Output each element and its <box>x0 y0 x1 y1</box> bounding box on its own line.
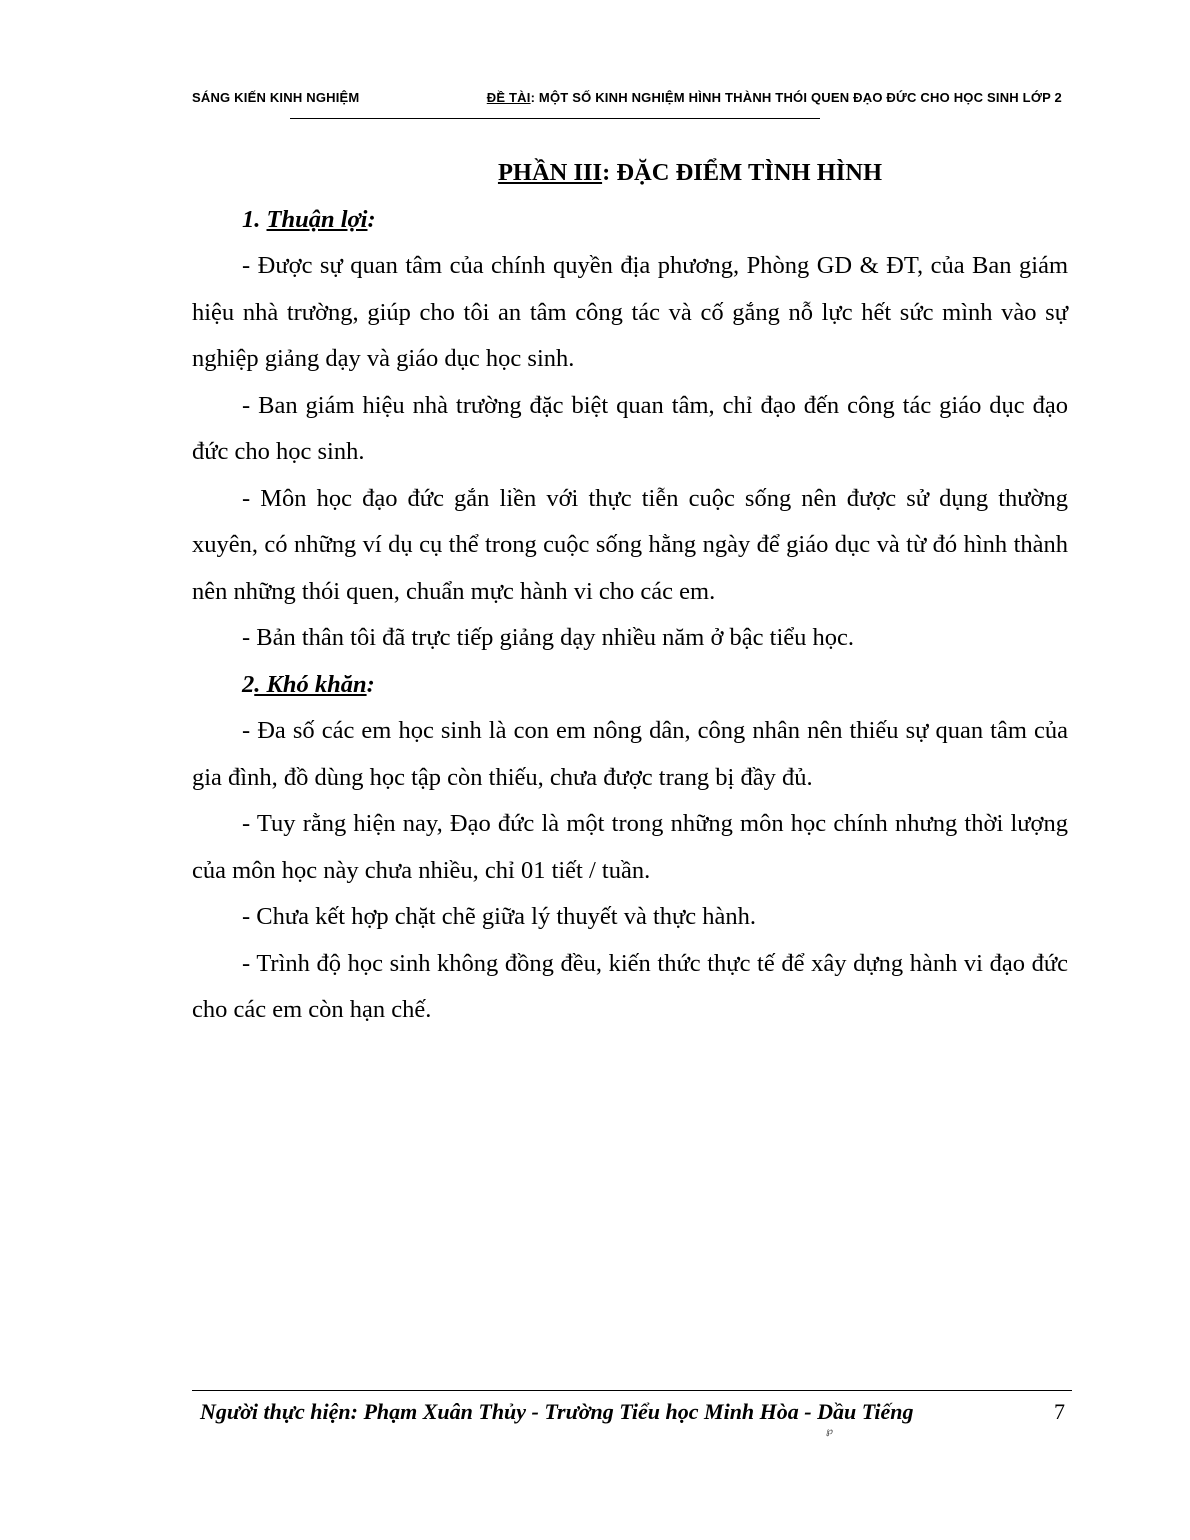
difficulty-item: - Tuy rằng hiện nay, Đạo đức là một trong những môn học chính nhưng thời lượng của môn học này chưa nhiều, chỉ 01 tiết / tuần. <box>192 810 1068 884</box>
header-topic-prefix: ĐỀ TÀI <box>486 90 531 105</box>
difficulties-number: 2 <box>242 670 255 698</box>
header-topic <box>487 90 1062 105</box>
document-body <box>192 150 1068 1034</box>
difficulty-item: - Đa số các em học sinh là con em nông dân, công nhân nên thiếu sự quan tâm của gia đình, đồ dùng học tập còn thiếu, chưa được trang bị đầy đủ. <box>192 717 1068 791</box>
difficulty-item: - Chưa kết hợp chặt chẽ giữa lý thuyết và thực hành. <box>242 903 757 930</box>
difficulty-item: - Trình độ học sinh không đồng đều, kiến thức thực tế để xây dựng hành vi đạo đức cho các em còn hạn chế. <box>192 949 1068 1023</box>
difficulties-heading-colon: : <box>366 670 375 698</box>
section-title <box>192 150 1068 197</box>
difficulties-heading-text: . Khó khăn <box>254 670 367 698</box>
section-title-prefix: PHẦN III <box>497 159 603 186</box>
page-number: 7 <box>1054 1399 1065 1424</box>
advantages-number: 1. <box>242 205 267 233</box>
header-topic-text: : MỘT SỐ KINH NGHIỆM HÌNH THÀNH THÓI QUEN ĐẠO ĐỨC CHO HỌC SINH LỚP 2 <box>530 90 1062 105</box>
difficulties-heading <box>192 662 1068 709</box>
footer-author: Người thực hiện: Phạm Xuân Thủy - Trường Tiểu học Minh Hòa - Dầu Tiếng <box>200 1399 914 1424</box>
page-header <box>192 90 1062 114</box>
header-label: SÁNG KIẾN KINH NGHIỆM <box>192 90 360 105</box>
footer-mark-icon: ℘ <box>826 1426 833 1437</box>
advantage-item: - Môn học đạo đức gắn liền với thực tiễn cuộc sống nên được sử dụng thường xuyên, có những ví dụ cụ thể trong cuộc sống hằng ngày để giáo dục và từ đó hình thành nên những thói quen, chuẩn mực hành vi cho các em. <box>192 484 1068 605</box>
advantage-item: - Ban giám hiệu nhà trường đặc biệt quan tâm, chỉ đạo đến công tác giáo dục đạo đức cho học sinh. <box>192 391 1068 465</box>
advantage-item: - Bản thân tôi đã trực tiếp giảng dạy nhiều năm ở bậc tiểu học. <box>242 624 855 651</box>
advantages-heading-colon: : <box>367 205 376 233</box>
footer-divider <box>192 1390 1072 1391</box>
advantages-heading-text: Thuận lợi <box>266 205 368 233</box>
section-title-text: : ĐẶC ĐIỂM TÌNH HÌNH <box>602 159 883 186</box>
advantage-item: - Được sự quan tâm của chính quyền địa phương, Phòng GD & ĐT, của Ban giám hiệu nhà trường, giúp cho tôi an tâm công tác và cố gắng nỗ lực hết sức mình vào sự nghiệp giảng dạy và giáo dục học sinh. <box>192 252 1068 372</box>
advantages-heading <box>192 197 1068 244</box>
header-divider <box>290 118 820 119</box>
